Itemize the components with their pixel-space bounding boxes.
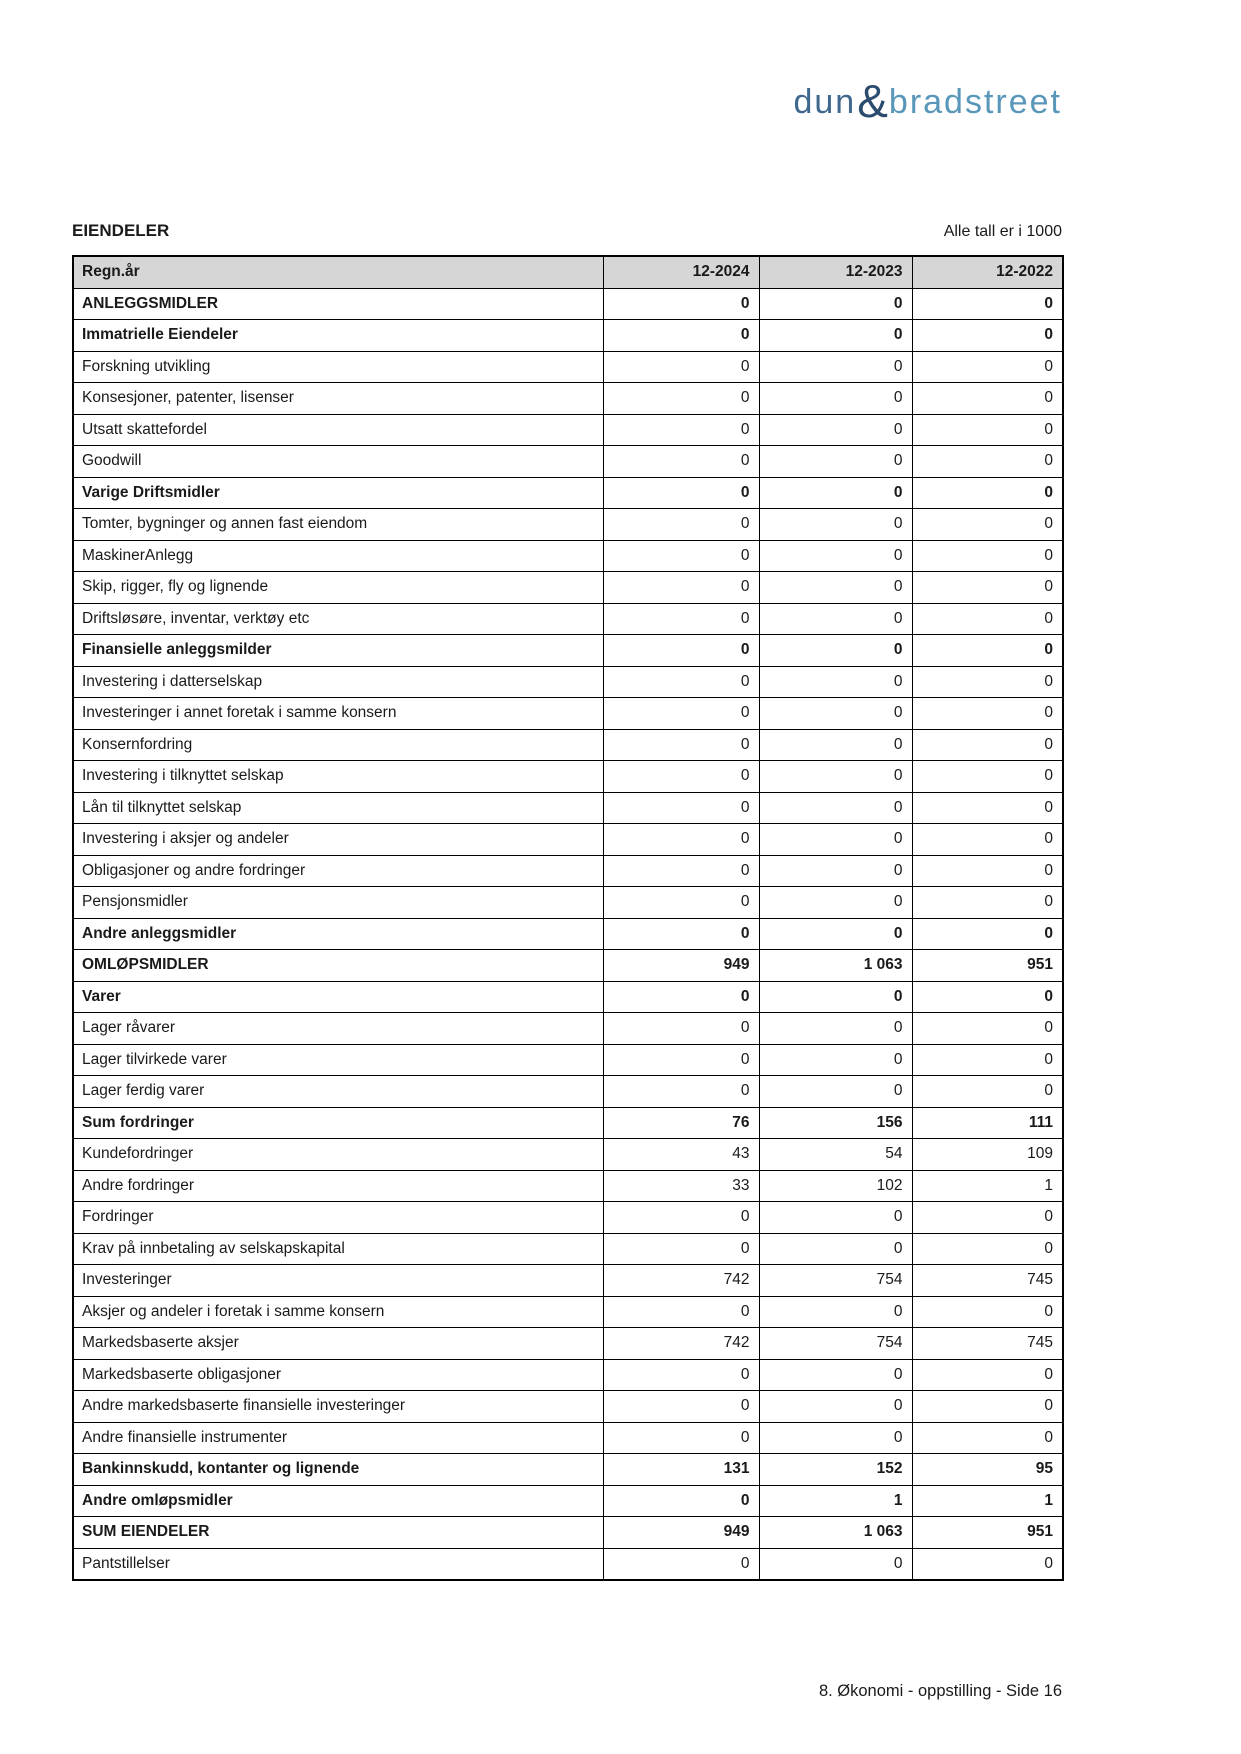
row-label: Andre markedsbaserte finansielle investeringer: [73, 1391, 603, 1423]
value-12-2024: 0: [603, 540, 759, 572]
value-12-2023: 0: [759, 1296, 912, 1328]
table-header-row: [73, 256, 1063, 288]
value-12-2023: 152: [759, 1454, 912, 1486]
row-label: Tomter, bygninger og annen fast eiendom: [73, 509, 603, 541]
value-12-2023: 0: [759, 918, 912, 950]
value-12-2023: 0: [759, 1233, 912, 1265]
value-12-2022: 0: [912, 824, 1063, 856]
table-row: [73, 572, 1063, 604]
row-label: Andre finansielle instrumenter: [73, 1422, 603, 1454]
value-12-2023: 102: [759, 1170, 912, 1202]
table-row: [73, 1013, 1063, 1045]
value-12-2024: 0: [603, 1548, 759, 1580]
value-12-2022: 0: [912, 729, 1063, 761]
value-12-2022: 0: [912, 477, 1063, 509]
table-row: [73, 981, 1063, 1013]
row-label: ANLEGGSMIDLER: [73, 288, 603, 320]
value-12-2024: 0: [603, 887, 759, 919]
value-12-2024: 949: [603, 1517, 759, 1549]
row-label: Finansielle anleggsmilder: [73, 635, 603, 667]
table-row: [73, 509, 1063, 541]
value-12-2022: 0: [912, 1422, 1063, 1454]
value-12-2023: 0: [759, 698, 912, 730]
value-12-2023: 0: [759, 1391, 912, 1423]
value-12-2022: 0: [912, 1202, 1063, 1234]
value-12-2022: 0: [912, 1044, 1063, 1076]
table-row: [73, 950, 1063, 982]
table-row: [73, 1517, 1063, 1549]
value-12-2023: 0: [759, 509, 912, 541]
value-12-2023: 1 063: [759, 950, 912, 982]
table-row: [73, 383, 1063, 415]
table-row: [73, 1328, 1063, 1360]
value-12-2022: 0: [912, 855, 1063, 887]
ampersand-icon: &: [857, 75, 888, 127]
value-12-2023: 0: [759, 1359, 912, 1391]
value-12-2024: 0: [603, 1013, 759, 1045]
table-row: [73, 288, 1063, 320]
row-label: Konsesjoner, patenter, lisenser: [73, 383, 603, 415]
value-12-2023: 0: [759, 351, 912, 383]
value-12-2024: 0: [603, 351, 759, 383]
logo-text-dun: dun: [793, 83, 857, 121]
table-row: [73, 446, 1063, 478]
row-label: Varer: [73, 981, 603, 1013]
value-12-2022: 109: [912, 1139, 1063, 1171]
row-label: Varige Driftsmidler: [73, 477, 603, 509]
value-12-2024: 0: [603, 698, 759, 730]
value-12-2022: 0: [912, 446, 1063, 478]
row-label: Lager ferdig varer: [73, 1076, 603, 1108]
table-row: [73, 1170, 1063, 1202]
value-12-2023: 754: [759, 1328, 912, 1360]
value-12-2022: 0: [912, 320, 1063, 352]
value-12-2023: 1: [759, 1485, 912, 1517]
row-label: Fordringer: [73, 1202, 603, 1234]
page-title: EIENDELER: [72, 221, 170, 240]
table-body: [73, 288, 1063, 1580]
row-label: Obligasjoner og andre fordringer: [73, 855, 603, 887]
value-12-2023: 0: [759, 572, 912, 604]
value-12-2023: 0: [759, 635, 912, 667]
table-row: [73, 1391, 1063, 1423]
value-12-2022: 0: [912, 1233, 1063, 1265]
value-12-2024: 0: [603, 824, 759, 856]
value-12-2022: 0: [912, 540, 1063, 572]
value-12-2023: 0: [759, 414, 912, 446]
table-row: [73, 1265, 1063, 1297]
value-12-2023: 0: [759, 1422, 912, 1454]
value-12-2022: 0: [912, 603, 1063, 635]
table-row: [73, 666, 1063, 698]
units-note: Alle tall er i 1000: [943, 223, 1062, 240]
table-row: [73, 824, 1063, 856]
value-12-2024: 742: [603, 1328, 759, 1360]
table-row: [73, 1359, 1063, 1391]
row-label: Andre fordringer: [73, 1170, 603, 1202]
row-label: Investering i tilknyttet selskap: [73, 761, 603, 793]
row-label: Driftsløsøre, inventar, verktøy etc: [73, 603, 603, 635]
value-12-2023: 0: [759, 1044, 912, 1076]
row-label: Goodwill: [73, 446, 603, 478]
table-row: [73, 1296, 1063, 1328]
row-label: OMLØPSMIDLER: [73, 950, 603, 982]
value-12-2024: 0: [603, 603, 759, 635]
value-12-2023: 0: [759, 855, 912, 887]
value-12-2024: 0: [603, 1076, 759, 1108]
value-12-2023: 754: [759, 1265, 912, 1297]
table-row: [73, 414, 1063, 446]
value-12-2022: 0: [912, 288, 1063, 320]
row-label: Lager tilvirkede varer: [73, 1044, 603, 1076]
value-12-2024: 0: [603, 1233, 759, 1265]
value-12-2024: 0: [603, 666, 759, 698]
value-12-2024: 0: [603, 729, 759, 761]
value-12-2022: 0: [912, 792, 1063, 824]
table-row: [73, 1485, 1063, 1517]
row-label: Markedsbaserte obligasjoner: [73, 1359, 603, 1391]
table-row: [73, 1044, 1063, 1076]
value-12-2024: 131: [603, 1454, 759, 1486]
row-label: Kundefordringer: [73, 1139, 603, 1171]
row-label: MaskinerAnlegg: [73, 540, 603, 572]
table-row: [73, 1233, 1063, 1265]
table-row: [73, 1202, 1063, 1234]
value-12-2023: 0: [759, 729, 912, 761]
value-12-2022: 0: [912, 1013, 1063, 1045]
table-row: [73, 477, 1063, 509]
value-12-2023: 0: [759, 288, 912, 320]
table-row: [73, 729, 1063, 761]
table-row: [73, 698, 1063, 730]
value-12-2024: 0: [603, 320, 759, 352]
table-row: [73, 855, 1063, 887]
value-12-2022: 0: [912, 918, 1063, 950]
value-12-2023: 0: [759, 981, 912, 1013]
row-label: Konsernfordring: [73, 729, 603, 761]
logo-text-bradstreet: bradstreet: [888, 83, 1062, 121]
table-row: [73, 1107, 1063, 1139]
value-12-2024: 33: [603, 1170, 759, 1202]
value-12-2023: 0: [759, 666, 912, 698]
value-12-2022: 0: [912, 887, 1063, 919]
table-row: [73, 540, 1063, 572]
table-row: [73, 320, 1063, 352]
value-12-2024: 0: [603, 1391, 759, 1423]
value-12-2023: 1 063: [759, 1517, 912, 1549]
value-12-2024: 0: [603, 1202, 759, 1234]
value-12-2022: 0: [912, 1391, 1063, 1423]
value-12-2024: 0: [603, 383, 759, 415]
value-12-2022: 745: [912, 1328, 1063, 1360]
row-label: SUM EIENDELER: [73, 1517, 603, 1549]
value-12-2022: 0: [912, 698, 1063, 730]
table-row: [73, 351, 1063, 383]
value-12-2023: 0: [759, 320, 912, 352]
table-row: [73, 761, 1063, 793]
value-12-2023: 156: [759, 1107, 912, 1139]
row-label: Aksjer og andeler i foretak i samme konsern: [73, 1296, 603, 1328]
value-12-2022: 0: [912, 981, 1063, 1013]
value-12-2023: 0: [759, 792, 912, 824]
row-label: Andre anleggsmidler: [73, 918, 603, 950]
value-12-2022: 1: [912, 1170, 1063, 1202]
column-header-12-2022: 12-2022: [912, 256, 1063, 288]
value-12-2024: 0: [603, 981, 759, 1013]
value-12-2023: 0: [759, 540, 912, 572]
value-12-2023: 0: [759, 446, 912, 478]
value-12-2024: 0: [603, 572, 759, 604]
value-12-2023: 0: [759, 824, 912, 856]
row-label: Lån til tilknyttet selskap: [73, 792, 603, 824]
value-12-2024: 0: [603, 1485, 759, 1517]
value-12-2024: 0: [603, 288, 759, 320]
year-header-label: Regn.år: [73, 256, 603, 288]
value-12-2022: 0: [912, 414, 1063, 446]
value-12-2024: 0: [603, 1044, 759, 1076]
value-12-2024: 0: [603, 635, 759, 667]
value-12-2023: 0: [759, 1548, 912, 1580]
value-12-2022: 0: [912, 761, 1063, 793]
row-label: Bankinnskudd, kontanter og lignende: [73, 1454, 603, 1486]
table-row: [73, 1454, 1063, 1486]
value-12-2022: 95: [912, 1454, 1063, 1486]
table-row: [73, 887, 1063, 919]
table-row: [73, 635, 1063, 667]
row-label: Pensjonsmidler: [73, 887, 603, 919]
value-12-2022: 111: [912, 1107, 1063, 1139]
value-12-2024: 949: [603, 950, 759, 982]
value-12-2024: 43: [603, 1139, 759, 1171]
value-12-2022: 0: [912, 572, 1063, 604]
value-12-2022: 0: [912, 351, 1063, 383]
value-12-2024: 0: [603, 918, 759, 950]
value-12-2023: 0: [759, 1202, 912, 1234]
row-label: Markedsbaserte aksjer: [73, 1328, 603, 1360]
value-12-2024: 0: [603, 1422, 759, 1454]
row-label: Investering i datterselskap: [73, 666, 603, 698]
value-12-2022: 951: [912, 950, 1063, 982]
value-12-2024: 0: [603, 761, 759, 793]
value-12-2022: 1: [912, 1485, 1063, 1517]
value-12-2022: 0: [912, 666, 1063, 698]
value-12-2024: 742: [603, 1265, 759, 1297]
row-label: Investeringer: [73, 1265, 603, 1297]
value-12-2024: 0: [603, 855, 759, 887]
value-12-2024: 0: [603, 477, 759, 509]
table-row: [73, 1076, 1063, 1108]
value-12-2024: 0: [603, 446, 759, 478]
table-row: [73, 1422, 1063, 1454]
table-row: [73, 1139, 1063, 1171]
table-row: [73, 603, 1063, 635]
table-row: [73, 918, 1063, 950]
value-12-2022: 0: [912, 383, 1063, 415]
table-row: [73, 1548, 1063, 1580]
row-label: Investering i aksjer og andeler: [73, 824, 603, 856]
balance-sheet-table: [72, 255, 1064, 1581]
value-12-2023: 0: [759, 383, 912, 415]
value-12-2022: 0: [912, 635, 1063, 667]
value-12-2023: 0: [759, 761, 912, 793]
value-12-2023: 0: [759, 887, 912, 919]
value-12-2024: 76: [603, 1107, 759, 1139]
row-label: Andre omløpsmidler: [73, 1485, 603, 1517]
value-12-2022: 0: [912, 1359, 1063, 1391]
column-header-12-2023: 12-2023: [759, 256, 912, 288]
value-12-2023: 54: [759, 1139, 912, 1171]
value-12-2024: 0: [603, 792, 759, 824]
row-label: Forskning utvikling: [73, 351, 603, 383]
row-label: Immatrielle Eiendeler: [73, 320, 603, 352]
value-12-2023: 0: [759, 477, 912, 509]
value-12-2023: 0: [759, 1076, 912, 1108]
row-label: Lager råvarer: [73, 1013, 603, 1045]
value-12-2024: 0: [603, 1359, 759, 1391]
value-12-2024: 0: [603, 509, 759, 541]
table-row: [73, 792, 1063, 824]
row-label: Krav på innbetaling av selskapskapital: [73, 1233, 603, 1265]
column-header-12-2024: 12-2024: [603, 256, 759, 288]
row-label: Utsatt skattefordel: [73, 414, 603, 446]
value-12-2024: 0: [603, 1296, 759, 1328]
value-12-2023: 0: [759, 603, 912, 635]
dun-bradstreet-logo: [793, 74, 1062, 127]
row-label: Skip, rigger, fly og lignende: [73, 572, 603, 604]
value-12-2022: 0: [912, 1548, 1063, 1580]
value-12-2022: 0: [912, 509, 1063, 541]
row-label: Investeringer i annet foretak i samme konsern: [73, 698, 603, 730]
value-12-2022: 951: [912, 1517, 1063, 1549]
value-12-2022: 0: [912, 1296, 1063, 1328]
row-label: Sum fordringer: [73, 1107, 603, 1139]
value-12-2022: 0: [912, 1076, 1063, 1108]
section-header: [72, 221, 1062, 241]
row-label: Pantstillelser: [73, 1548, 603, 1580]
value-12-2023: 0: [759, 1013, 912, 1045]
value-12-2024: 0: [603, 414, 759, 446]
page-footer: 8. Økonomi - oppstilling - Side 16: [818, 1682, 1062, 1700]
value-12-2022: 745: [912, 1265, 1063, 1297]
